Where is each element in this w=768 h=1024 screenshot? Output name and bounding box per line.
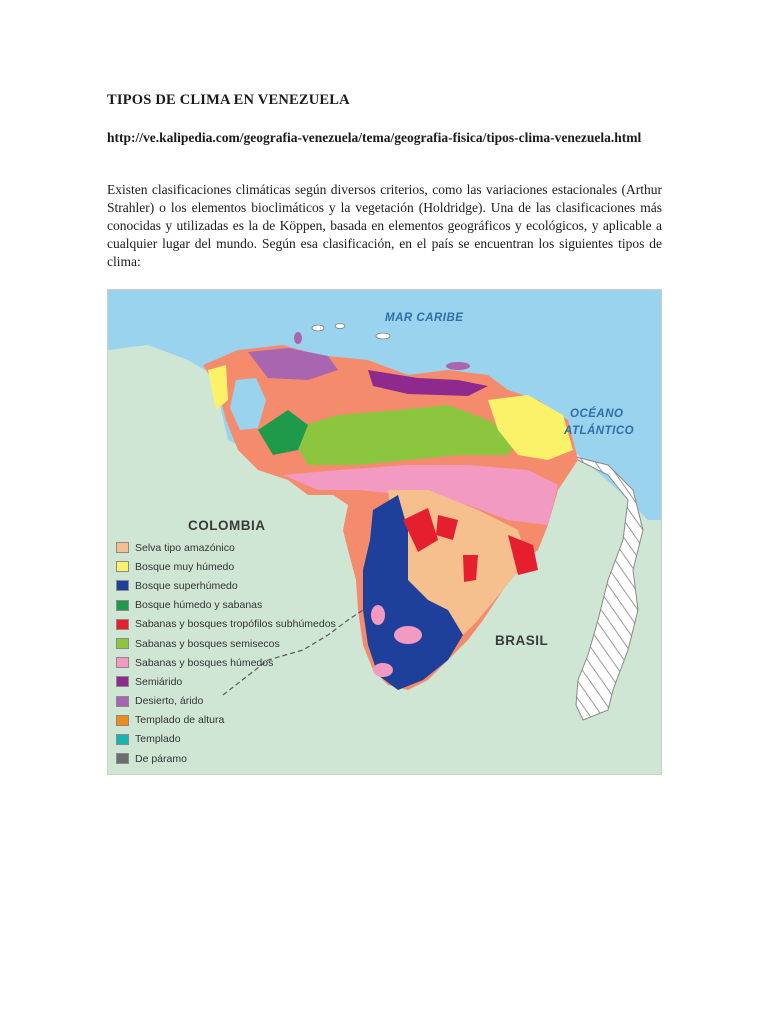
- island-2: [335, 324, 345, 329]
- legend-label: Sabanas y bosques tropófilos subhúmedos: [135, 618, 336, 631]
- legend-item: [116, 615, 336, 634]
- island-3: [376, 333, 390, 339]
- legend-label: Desierto, árido: [135, 695, 204, 708]
- legend-label: De páramo: [135, 752, 187, 765]
- legend-label: Sabanas y bosques húmedos: [135, 656, 274, 669]
- legend-item: [116, 596, 336, 615]
- legend-item: [116, 711, 336, 730]
- legend-swatch: [116, 600, 129, 611]
- legend-swatch: [116, 753, 129, 764]
- legend-swatch: [116, 619, 129, 630]
- legend-label: Bosque muy húmedo: [135, 560, 235, 573]
- legend-item: [116, 653, 336, 672]
- sabanas-humedas-patch-2: [373, 663, 393, 677]
- legend-label: Bosque húmedo y sabanas: [135, 599, 263, 612]
- colombia-label: COLOMBIA: [188, 518, 266, 533]
- legend-swatch: [116, 734, 129, 745]
- legend-label: Bosque superhúmedo: [135, 579, 238, 592]
- legend-swatch: [116, 657, 129, 668]
- ocean-label-2: ATLÁNTICO: [564, 425, 635, 437]
- page-title: TIPOS DE CLIMA EN VENEZUELA: [107, 92, 350, 108]
- sabanas-humedas-patch-3: [371, 605, 385, 625]
- legend-item: [116, 672, 336, 691]
- sabanas-subhumedas-4: [463, 555, 478, 582]
- legend-item: [116, 576, 336, 595]
- legend-swatch: [116, 696, 129, 707]
- legend-label: Sabanas y bosques semisecos: [135, 637, 280, 650]
- legend-item: [116, 730, 336, 749]
- legend-swatch: [116, 561, 129, 572]
- legend-label: Templado: [135, 733, 181, 746]
- legend-swatch: [116, 638, 129, 649]
- brasil-label: BRASIL: [495, 633, 549, 648]
- sea-label: MAR CARIBE: [385, 312, 464, 324]
- sabanas-humedas-patch-1: [394, 626, 422, 644]
- legend-swatch: [116, 715, 129, 726]
- legend-item: [116, 749, 336, 768]
- map-legend: [116, 538, 336, 768]
- legend-swatch: [116, 580, 129, 591]
- ocean-label-1: OCÉANO: [570, 408, 624, 420]
- source-url: http://ve.kalipedia.com/geografia-venezuela/tema/geografia-fisica/tipos-clima-venezuela.html: [107, 130, 642, 145]
- legend-item: [116, 692, 336, 711]
- legend-label: Selva tipo amazónico: [135, 541, 235, 554]
- legend-item: [116, 557, 336, 576]
- island-5: [294, 332, 302, 344]
- legend-label: Templado de altura: [135, 714, 225, 727]
- legend-swatch: [116, 676, 129, 687]
- legend-item: [116, 634, 336, 653]
- island-4: [446, 362, 470, 370]
- climate-map: [107, 289, 662, 775]
- legend-swatch: [116, 542, 129, 553]
- intro-paragraph: Existen clasificaciones climáticas según diversos criterios, como las variaciones estacionales (Arthur Strahler) o los elementos bioclimáticos y la vegetación (Holdridge). Una de las clasificaciones más conocidas y utilizadas es la de Köppen, basada en elementos geográficos y ecológicos, y aplicable a cualquier lugar del mundo. Según esa clasificación, en el país se encuentran los siguientes tipos de clima:: [107, 182, 662, 269]
- legend-label: Semiárido: [135, 675, 183, 688]
- island-1: [312, 325, 324, 331]
- legend-item: [116, 538, 336, 557]
